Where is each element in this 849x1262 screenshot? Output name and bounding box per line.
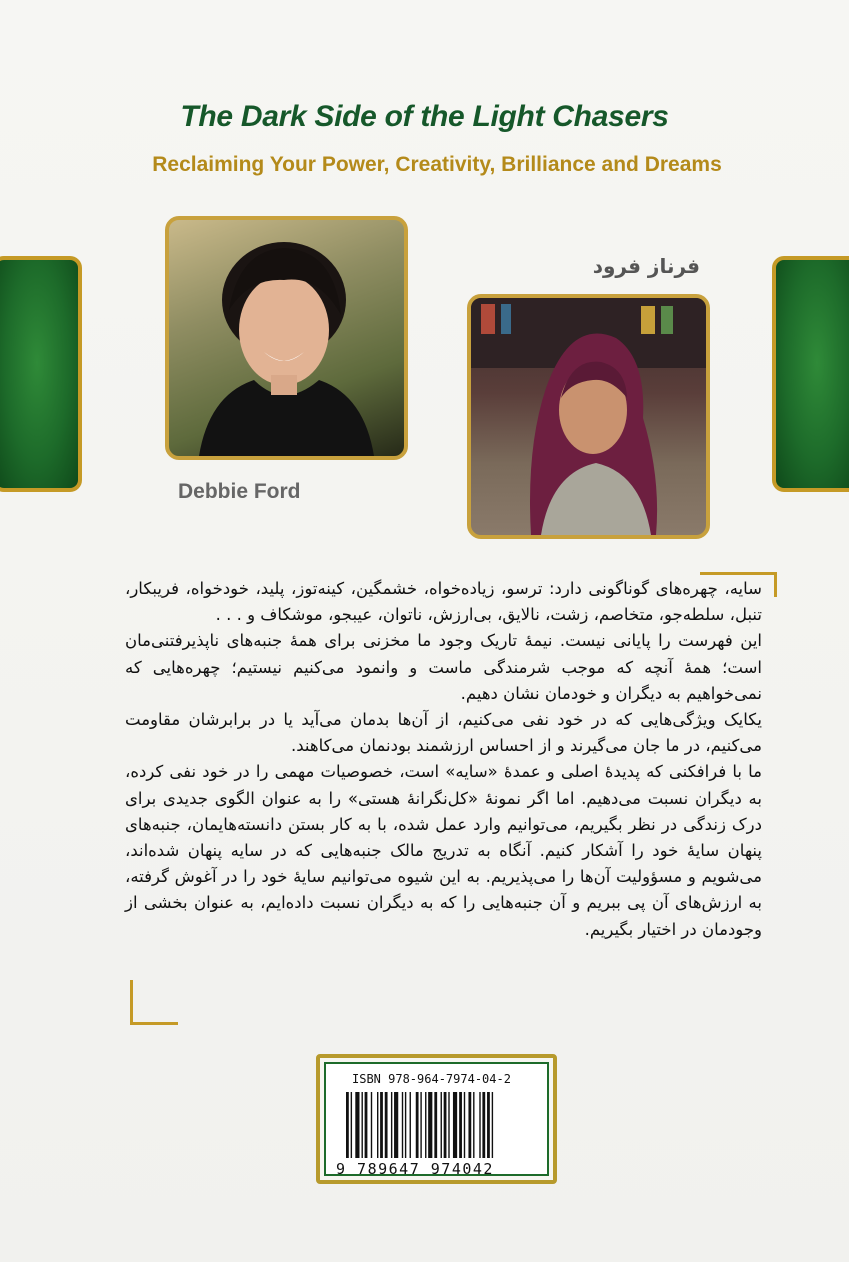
barcode-bar	[459, 1092, 462, 1158]
barcode-bar	[420, 1092, 421, 1158]
book-subtitle: Reclaiming Your Power, Creativity, Brilliance and Dreams	[152, 153, 722, 176]
barcode-bar	[453, 1092, 457, 1158]
barcode-bar	[468, 1092, 471, 1158]
author-portrait-illustration	[169, 220, 404, 456]
translator-photo	[467, 294, 710, 539]
isbn-label: ISBN 978-964-7974-04-2	[352, 1072, 511, 1086]
barcode-bar	[441, 1092, 442, 1158]
author-photo	[165, 216, 408, 460]
blurb-text	[125, 576, 762, 943]
barcode-bar	[434, 1092, 437, 1158]
translator-portrait-illustration	[471, 298, 706, 535]
barcode-bar	[362, 1092, 363, 1158]
barcode-bar	[428, 1092, 432, 1158]
barcode-bar	[380, 1092, 383, 1158]
barcode-bar	[346, 1092, 349, 1158]
barcode-bar	[410, 1092, 411, 1158]
blurb-paragraph: ما با فرافکنی که پدیدهٔ اصلی و عمدهٔ «سایه» است، خصوصیات مهمی را در خود نفی کرده، به دیگران نسبت می‌دهیم. اما اگر نمونهٔ «کل‌نگرانهٔ هستی» را به عنوان الگوی جدیدی برای درک زندگی در نظر بگیریم، می‌توانیم وارد عمل شده، با به کار بستن دانسته‌هایمان، جنبه‌های پنهان سایهٔ خود را آشکار کنیم. آنگاه به تدریج مالک جنبه‌هایی که در سایه پنهان شده‌اند، می‌شویم و مسؤولیت آن‌ها را می‌پذیریم. به این شیوه می‌توانیم سایهٔ خود را در آغوش گرفته، به ارزش‌های آن پی ببریم و آن جنبه‌هایی را که به دیگران نسبت داده‌ایم، به عنوان بخشی از وجودمان در اختیار بگیریم.	[125, 762, 762, 939]
isbn-barcode-box	[316, 1054, 557, 1184]
barcode-bar	[464, 1092, 465, 1158]
barcode-bar	[405, 1092, 406, 1158]
right-green-panel	[772, 256, 849, 492]
barcode-bar	[355, 1092, 359, 1158]
barcode-bar	[365, 1092, 368, 1158]
barcode-bar	[394, 1092, 398, 1158]
barcode-bar	[482, 1092, 485, 1158]
barcode-bar	[448, 1092, 449, 1158]
translator-name: فرناز فرود	[592, 254, 700, 278]
barcode-bar	[473, 1092, 474, 1158]
blurb-paragraph: یکایک ویژگی‌هایی که در خود نفی می‌کنیم، از آن‌ها بدمان می‌آید یا در برابرشان مقاومت می‌کنیم، در ما جان می‌گیرند و از احساس ارزشمند بودنمان می‌کاهند.	[125, 710, 762, 756]
barcode-bar	[351, 1092, 352, 1158]
author-name: Debbie Ford	[178, 480, 301, 503]
book-title: The Dark Side of the Light Chasers	[180, 100, 669, 133]
barcode-bar	[425, 1092, 426, 1158]
barcode-bar	[444, 1092, 447, 1158]
barcode-bar	[385, 1092, 388, 1158]
decorative-corner-bottom-left	[130, 980, 178, 1025]
left-green-panel	[0, 256, 82, 492]
barcode-bar	[371, 1092, 372, 1158]
barcode-bar	[377, 1092, 378, 1158]
barcode-bar	[391, 1092, 392, 1158]
barcode-bar	[492, 1092, 493, 1158]
barcode-bars	[346, 1092, 542, 1158]
barcode-bar	[479, 1092, 480, 1158]
barcode-bar	[416, 1092, 419, 1158]
blurb-paragraph: این فهرست را پایانی نیست. نیمهٔ تاریک وجود ما مخزنی برای همهٔ جنبه‌های ناپذیرفتنی‌مان است؛ همهٔ آنچه که موجب شرمندگی ماست و وانمود می‌کنیم نیستیم؛ چهره‌هایی که نمی‌خواهیم به دیگران و خودمان نشان دهیم.	[125, 631, 762, 703]
barcode-frame	[324, 1062, 549, 1176]
barcode-digits: 9 789647 974042	[336, 1160, 494, 1178]
barcode-bar	[487, 1092, 490, 1158]
blurb-paragraph: سایه، چهره‌های گوناگونی دارد: ترسو، زیاده‌خواه، خشمگین، کینه‌توز، پلید، خودخواه، فریبکار، تنبل، سلطه‌جو، متخاصم، زشت، نالایق، بی‌ارزش، ناتوان، عیبجو، موشکاف و . . .	[125, 579, 762, 625]
barcode-bar	[402, 1092, 403, 1158]
